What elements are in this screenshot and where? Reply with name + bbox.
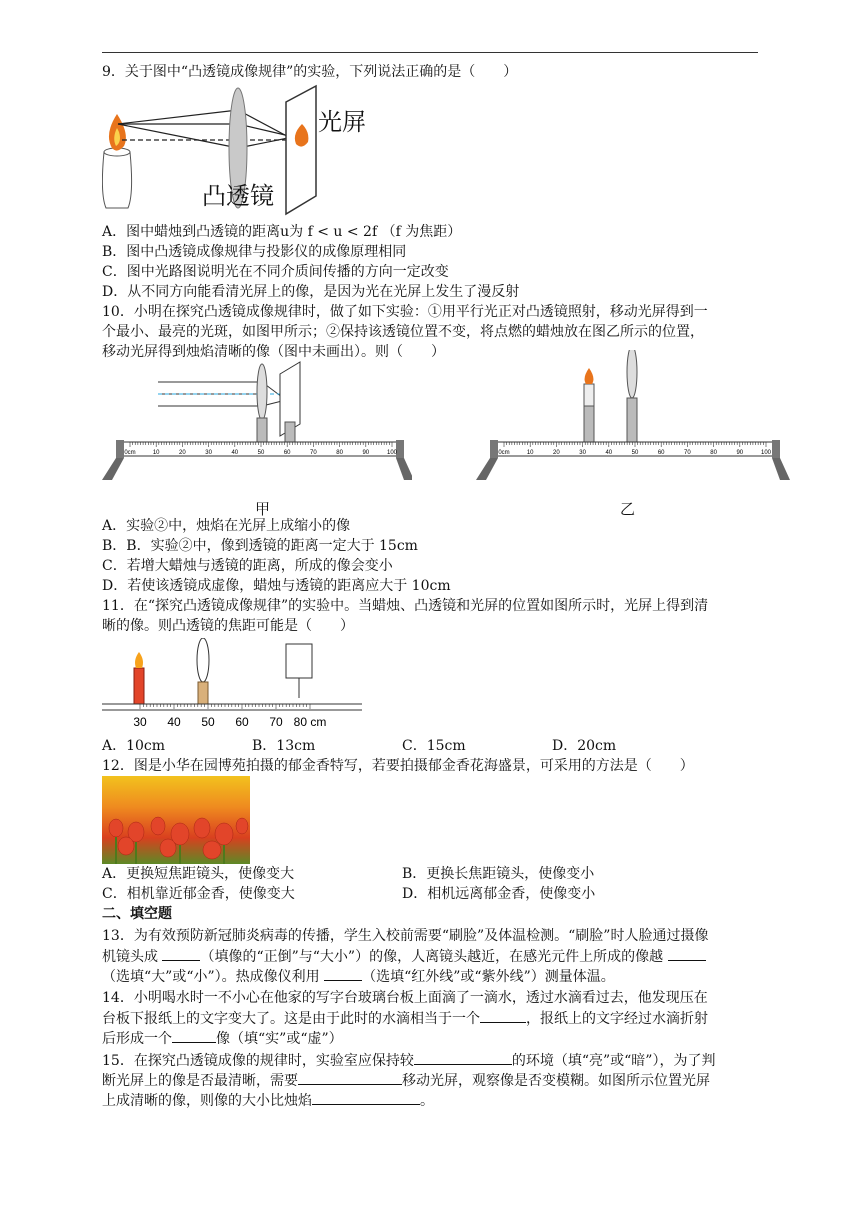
q9-option-c: C．图中光路图说明光在不同介质间传播的方向一定改变 — [102, 264, 449, 280]
q13-line-1: 13．为有效预防新冠肺炎病毒的传播，学生入校前需要“刷脸”及体温检测。“刷脸”时人脸通过摄像 — [102, 928, 709, 944]
tick-label: 80 — [710, 450, 717, 456]
tick-label: 50 — [257, 450, 265, 456]
q9-option-d: D．从不同方向能看清光屏上的像，是因为光在光屏上发生了漫反射 — [102, 284, 520, 300]
tick-label: 40 — [167, 715, 181, 729]
tick-label: 40 — [231, 450, 239, 456]
q15-line-2 — [102, 1070, 710, 1091]
q9-option-b: B．图中凸透镜成像规律与投影仪的成像原理相同 — [102, 244, 407, 260]
tick-label: 20 — [553, 450, 560, 456]
tick-label: 10 — [526, 450, 534, 456]
q13-blank-3[interactable] — [324, 966, 362, 981]
q15-line-3 — [102, 1090, 434, 1111]
q12-stem: 12．图是小华在园博苑拍摄的郁金香特写，若要拍摄郁金香花海盛景，可采用的方法是（ ） — [102, 758, 694, 774]
q14-text: 像（填“实”或“虚”） — [216, 1031, 343, 1047]
q13-text: （填像的“正倒”与“大小”）的像，人离镜头越近，在感光元件上所成的像越 — [200, 949, 668, 965]
q14-blank-1[interactable] — [480, 1008, 526, 1023]
tick-label: 20 — [179, 450, 186, 456]
q10-stem-1: 10．小明在探究凸透镜成像规律时，做了如下实验：①用平行光正对凸透镜照射，移动光屏得到一 — [102, 304, 708, 320]
q11-stem-2: 晰的像。则凸透镜的焦距可能是（ ） — [102, 618, 354, 634]
q11-option-d: D．20cm — [552, 738, 617, 754]
q13-text: （选填“红外线”或“紫外线”）测量体温。 — [362, 969, 615, 985]
q13-blank-2[interactable] — [668, 946, 706, 961]
q10-stem-2: 个最小、最亮的光斑，如图甲所示；②保持该透镜位置不变，将点燃的蜡烛放在图乙所示的位置， — [102, 324, 704, 340]
q14-blank-2[interactable] — [172, 1028, 216, 1043]
tick-label: 50 — [201, 715, 215, 729]
screen-label: 光屏 — [318, 109, 366, 136]
q15-blank-2[interactable] — [298, 1070, 402, 1085]
q9-figure — [102, 84, 382, 216]
tick-label: 60 — [283, 450, 291, 456]
q10-option-b: B．B．实验②中，像到透镜的距离一定大于 15cm — [102, 538, 418, 554]
q12-option-a: A．更换短焦距镜头，使像变大 — [102, 866, 295, 882]
tick-label: 10 — [152, 450, 160, 456]
q14-line-1: 14．小明喝水时一不小心在他家的写字台玻璃台板上面滴了一滴水，透过水滴看过去，他发现压在 — [102, 990, 708, 1006]
caption-yi: 乙 — [620, 500, 636, 518]
tick-label: 30 — [205, 450, 212, 456]
q11-option-b: B．13cm — [252, 738, 316, 754]
q12-option-d: D．相机远离郁金香，使像变小 — [402, 886, 596, 902]
q13-text: 机镜头成 — [102, 949, 163, 965]
q14-text: ，报纸上的文字经过水滴折射 — [526, 1011, 708, 1027]
tick-label: 70 — [684, 450, 691, 456]
q10-option-d: D．若使该透镜成虚像，蜡烛与透镜的距离应大于 10cm — [102, 578, 451, 594]
caption-jia: 甲 — [255, 500, 271, 518]
q14-text: 后形成一个 — [102, 1031, 172, 1047]
q14-line-2 — [102, 1008, 708, 1029]
tick-label: 100 — [386, 450, 398, 456]
tick-label: 70 — [310, 450, 317, 456]
q13-blank-1[interactable] — [162, 946, 200, 961]
header-rule — [102, 52, 758, 53]
q10-stem-3: 移动光屏得到烛焰清晰的像（图中未画出）。则（ ） — [102, 344, 445, 360]
q13-line-3 — [102, 966, 615, 987]
tick-label: 80 cm — [293, 715, 327, 729]
q11-option-a: A．10cm — [102, 738, 166, 754]
candle-icon — [102, 114, 131, 208]
q15-text: 移动光屏，观察像是否变模糊。如图所示位置光屏 — [402, 1073, 710, 1089]
q11-stem-1: 11．在“探究凸透镜成像规律”的实验中。当蜡烛、凸透镜和光屏的位置如图所示时，光屏上得到清 — [102, 598, 709, 614]
q10-option-c: C．若增大蜡烛与透镜的距离，所成的像会变小 — [102, 558, 393, 574]
lens-label: 凸透镜 — [202, 183, 274, 210]
q15-text: 。 — [420, 1093, 434, 1109]
tick-label: 50 — [631, 450, 639, 456]
q15-text: 上成清晰的像，则像的大小比烛焰 — [102, 1093, 312, 1109]
q15-text: 的环境（填“亮”或“暗”），为了判 — [511, 1053, 716, 1069]
q15-text: 断光屏上的像是否最清晰，需要 — [102, 1073, 298, 1089]
tick-label: 70 — [269, 715, 283, 729]
q10-option-a: A．实验②中，烛焰在光屏上成缩小的像 — [102, 518, 351, 534]
q10-figure-jia — [102, 360, 412, 486]
tick-label: 40 — [605, 450, 613, 456]
q11-figure — [102, 638, 364, 732]
q13-text: （选填“大”或“小”）。热成像仪利用 — [102, 969, 325, 985]
q12-option-c: C．相机靠近郁金香，使像变大 — [102, 886, 295, 902]
q14-text: 台板下报纸上的文字变大了。这是由于此时的水滴相当于一个 — [102, 1011, 480, 1027]
q11-option-c: C．15cm — [402, 738, 466, 754]
tick-label: 60 — [235, 715, 249, 729]
tulip-photo — [102, 776, 250, 864]
q13-line-2 — [102, 946, 706, 967]
q10-figure-yi — [472, 350, 792, 484]
tick-label: 100 — [760, 450, 772, 456]
q15-text: 15．在探究凸透镜成像的规律时，实验室应保持较 — [102, 1053, 414, 1069]
tick-label: 0cm — [498, 450, 510, 456]
tick-label: 30 — [579, 450, 586, 456]
q15-line-1 — [102, 1050, 715, 1071]
section-fill-blank: 二、填空题 — [102, 906, 172, 922]
q15-blank-3[interactable] — [312, 1090, 420, 1105]
tick-label: 60 — [657, 450, 665, 456]
q9-stem: 9．关于图中“凸透镜成像规律”的实验，下列说法正确的是（ ） — [102, 64, 518, 80]
q12-option-b: B．更换长焦距镜头，使像变小 — [402, 866, 595, 882]
tick-label: 30 — [133, 715, 147, 729]
tick-label: 80 — [336, 450, 343, 456]
tick-label: 90 — [362, 450, 370, 456]
q14-line-3 — [102, 1028, 343, 1049]
tick-label: 90 — [736, 450, 744, 456]
q15-blank-1[interactable] — [414, 1050, 512, 1065]
screen-icon — [286, 86, 316, 214]
tick-label: 0cm — [124, 450, 136, 456]
q9-option-a: A．图中蜡烛到凸透镜的距离u为 f < u < 2f （f 为焦距） — [102, 224, 462, 240]
